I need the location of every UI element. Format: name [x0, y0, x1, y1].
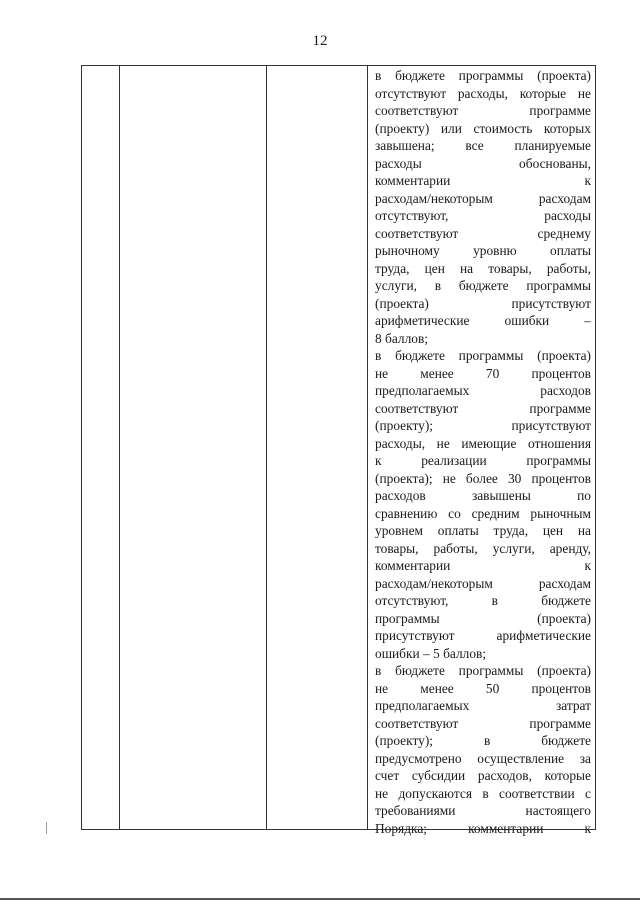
criteria-text-line: (проекта) присутствуют: [375, 295, 591, 311]
criteria-text-line: соответствуют программе: [375, 715, 591, 731]
criteria-text-line: комментарии к: [375, 558, 591, 573]
criteria-text-line: соответствуют программе: [375, 400, 591, 416]
criteria-text-line: расходам/некоторым расходам: [375, 190, 591, 206]
criteria-text-line: (проекта); не более 30 процентов: [375, 470, 591, 486]
scan-artifact: [46, 822, 47, 834]
criteria-text-line: соответствуют среднему: [375, 225, 591, 241]
criteria-text-line: не менее 50 процентов: [375, 680, 591, 696]
criteria-text-line: в бюджете программы (проекта): [375, 663, 591, 678]
criteria-text-line: арифметические ошибки –: [375, 313, 591, 328]
criteria-text-line: 8 баллов;: [375, 330, 429, 346]
criteria-text-line: труда, цен на товары, работы,: [375, 260, 591, 276]
criteria-text-line: услуги, в бюджете программы: [375, 278, 591, 293]
criteria-text-line: Порядка; комментарии к: [375, 820, 591, 836]
criteria-text-line: не допускаются в соответствии с: [375, 785, 591, 801]
column-divider: [367, 66, 368, 829]
criteria-text-line: комментарии к: [375, 173, 591, 188]
criteria-text-line: уровнем оплаты труда, цен на: [375, 523, 591, 538]
criteria-text-line: предполагаемых расходов: [375, 383, 591, 398]
criteria-text-line: (проекту) или стоимость которых: [375, 120, 591, 136]
criteria-text-line: счет субсидии расходов, которые: [375, 768, 591, 783]
criteria-text-line: к реализации программы: [375, 453, 591, 468]
criteria-text-line: товары, работы, услуги, аренду,: [375, 540, 591, 556]
criteria-text-line: завышена; все планируемые: [375, 138, 591, 153]
criteria-text-line: расходы обоснованы,: [375, 155, 591, 171]
criteria-text-line: отсутствуют расходы, которые не: [375, 85, 591, 101]
criteria-text-line: рыночному уровню оплаты: [375, 243, 591, 258]
criteria-text-line: в бюджете программы (проекта): [375, 68, 591, 83]
column-divider: [119, 66, 120, 829]
criteria-text-line: (проекту); в бюджете: [375, 733, 591, 748]
page-bottom-edge: [0, 898, 640, 900]
criteria-text-line: в бюджете программы (проекта): [375, 348, 591, 363]
criteria-text-line: (проекту); присутствуют: [375, 418, 591, 433]
criteria-text-line: расходы, не имеющие отношения: [375, 435, 591, 451]
criteria-text-line: соответствуют программе: [375, 103, 591, 118]
criteria-text-line: отсутствуют, в бюджете: [375, 593, 591, 608]
page-number: 12: [312, 33, 328, 49]
criteria-text-line: сравнению со средним рыночным: [375, 505, 591, 521]
criteria-text-line: предполагаемых затрат: [375, 698, 591, 713]
criteria-text-line: расходов завышены по: [375, 488, 591, 503]
criteria-text-line: ошибки – 5 баллов;: [375, 645, 487, 661]
criteria-text-line: предусмотрено осуществление за: [375, 750, 591, 766]
criteria-text-line: не менее 70 процентов: [375, 365, 591, 381]
criteria-table: [81, 65, 596, 836]
column-divider: [266, 66, 267, 829]
criteria-text-line: отсутствуют, расходы: [375, 208, 591, 223]
scoring-criteria-cell: [375, 67, 591, 837]
criteria-text-line: программы (проекта): [375, 610, 591, 626]
criteria-text-line: расходам/некоторым расходам: [375, 575, 591, 591]
criteria-text-line: присутствуют арифметические: [375, 628, 591, 643]
criteria-text-line: требованиями настоящего: [375, 803, 591, 818]
